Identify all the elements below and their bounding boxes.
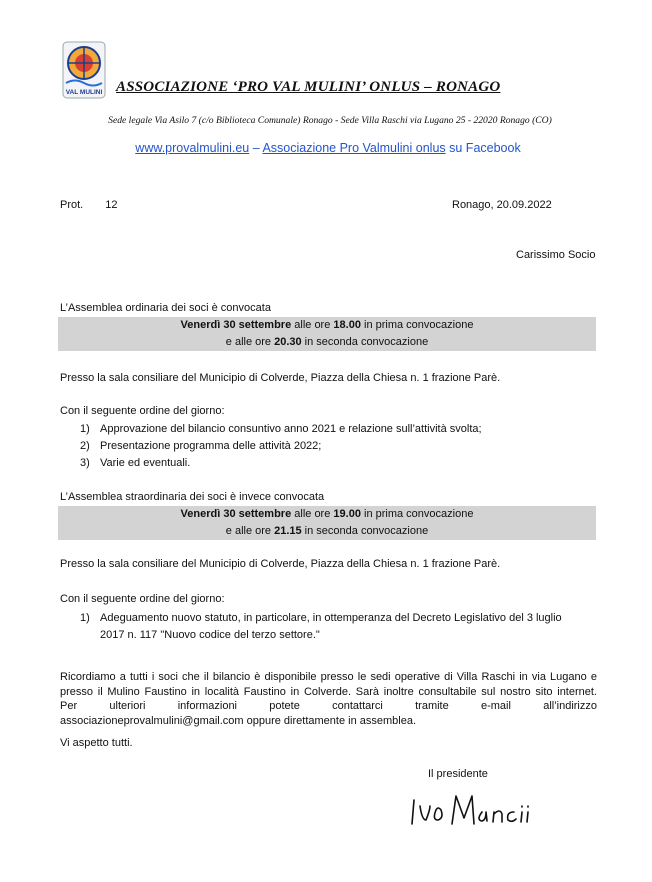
extraordinary-second-call: e alle ore 21.15 in seconda convocazione [225,525,429,537]
ordinary-first-call: Venerdì 30 settembre alle ore 18.00 in prima convocazione [180,319,474,331]
signature-label: Il presidente [428,768,488,780]
greeting: Carissimo Socio [516,249,596,261]
extraordinary-agenda-intro: Con il seguente ordine del giorno: [60,593,225,605]
farewell: Vi aspetto tutti. [60,737,133,749]
closing-line-1: Ricordiamo a tutti i soci che il bilancio è disponibile presso le sedi operative di Villa Raschi in via Lugano e [60,671,597,683]
ordinary-location: Presso la sala consiliare del Municipio di Colverde, Piazza della Chiesa n. 1 frazione Parè. [60,372,501,384]
closing-paragraph [60,670,597,728]
protocol [60,199,117,211]
ordinary-schedule-box [58,317,596,351]
extraordinary-schedule-box [58,506,596,540]
list-item: 2) Presentazione programma delle attività 2022; [80,440,322,452]
ordinary-intro: L’Assemblea ordinaria dei soci è convocata [60,302,271,314]
extraordinary-agenda-list [80,610,562,644]
list-item: 1) Approvazione del bilancio consuntivo anno 2021 e relazione sull’attività svolta; [80,423,482,435]
handwritten-signature [408,790,538,828]
facebook-suffix: su Facebook [445,141,521,155]
association-logo [62,41,106,99]
address-line: Sede legale Via Asilo 7 (c/o Biblioteca Comunale) Ronago - Sede Villa Raschi via Lugano 25 - 22020 Ronago (CO) [108,115,552,126]
links-line [60,141,596,155]
logo-text: VAL MULINI [65,89,103,96]
website-link[interactable]: www.provalmulini.eu [135,141,250,155]
ordinary-second-call: e alle ore 20.30 in seconda convocazione [225,336,429,348]
letter-date: Ronago, 20.09.2022 [452,199,552,211]
ordinary-agenda-intro: Con il seguente ordine del giorno: [60,405,225,417]
protocol-label: Prot. [60,199,84,211]
closing-line-3: Per ulteriori informazioni potete contattarci tramite e-mail all’indirizzo [60,700,597,712]
extraordinary-first-call: Venerdì 30 settembre alle ore 19.00 in prima convocazione [180,508,474,520]
protocol-number: 12 [105,199,118,211]
closing-line-4: associazioneprovalmulini@gmail.com oppure direttamente in assemblea. [60,714,417,727]
links-separator: – [249,141,263,155]
facebook-link[interactable]: Associazione Pro Valmulini onlus [262,141,446,155]
extraordinary-intro: L’Assemblea straordinaria dei soci è invece convocata [60,491,325,503]
ordinary-agenda-list [80,421,482,472]
list-item: 1) Adeguamento nuovo statuto, in particolare, in ottemperanza del Decreto Legislativo del 3 luglio 2017 n. 117 "Nuovo codice del terzo settore." [80,612,562,641]
organization-title: ASSOCIAZIONE ‘PRO VAL MULINI’ ONLUS – RONAGO [116,79,501,95]
extraordinary-location: Presso la sala consiliare del Municipio di Colverde, Piazza della Chiesa n. 1 frazione Parè. [60,558,501,570]
closing-line-2: presso il Mulino Faustino in località Faustino in Colverde. Sarà inoltre consultabile sul nostro sito internet. [60,685,597,698]
list-item: 3) Varie ed eventuali. [80,457,191,469]
